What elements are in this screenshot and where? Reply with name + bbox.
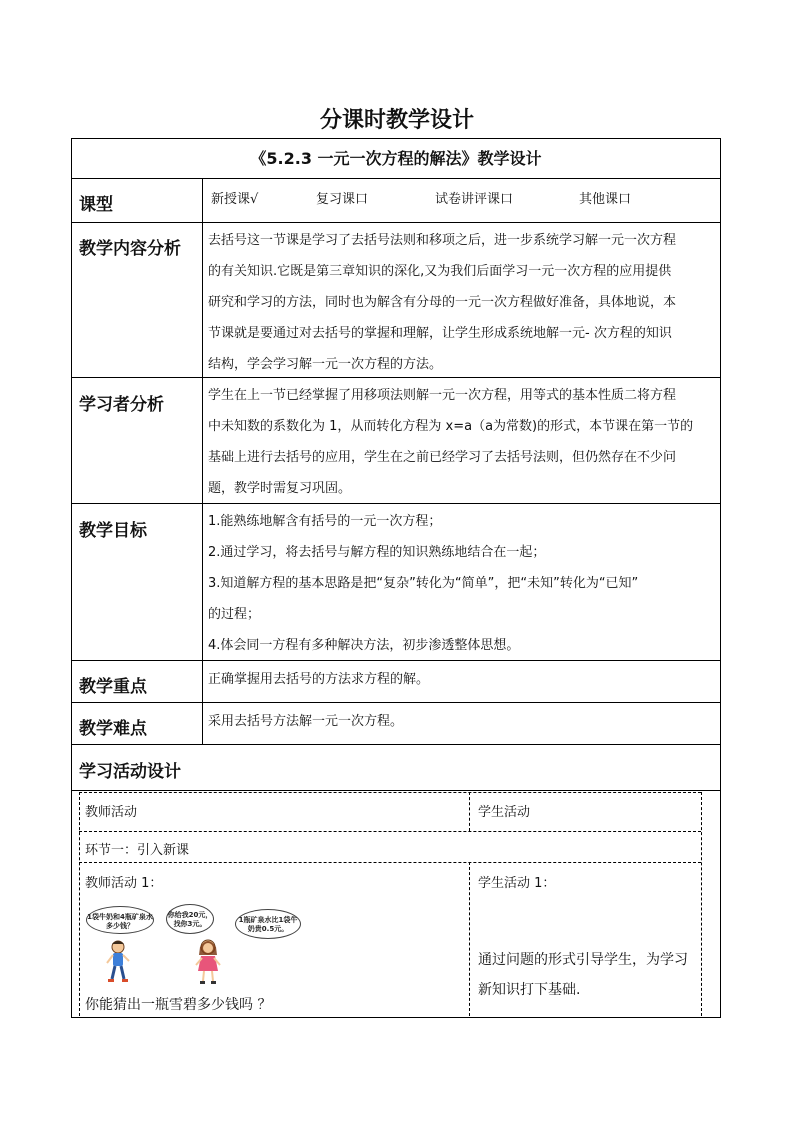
row-divider — [71, 790, 721, 791]
lesson-type-option: 新授课√ — [211, 192, 259, 207]
lesson-type-option: 其他课口 — [579, 192, 632, 207]
boy-figure — [107, 941, 129, 982]
row-divider — [71, 222, 721, 223]
text-line: 新知识打下基础. — [478, 982, 581, 998]
column-divider — [202, 178, 203, 744]
section-one-title: 环节一：引入新课 — [85, 843, 190, 858]
student-activity-1-text — [478, 945, 688, 1005]
row-divider — [71, 178, 721, 179]
lesson-type-option: 复习课口 — [316, 192, 369, 207]
inner-table-border — [701, 792, 702, 1016]
text-line: 研究和学习的方法，同时也为解含有分母的一元一次方程做好准备，具体地说，本 — [208, 295, 677, 310]
text-line: 结构，学会学习解一元一次方程的方法。 — [208, 357, 443, 372]
text-line: 4.体会同一方程有多种解决方法，初步渗透整体思想。 — [208, 638, 520, 653]
student-activity-1: 学生活动 1： — [478, 876, 556, 891]
row-divider — [71, 702, 721, 703]
inner-table-border — [469, 862, 470, 1016]
learner-analysis-label: 学习者分析 — [79, 395, 164, 415]
text-line: 学生在上一节已经掌握了用移项法则解一元一次方程，用等式的基本性质二将方程 — [208, 388, 677, 403]
student-activity-header: 学生活动 — [478, 805, 531, 820]
lesson-type-option: 试卷讲评课口 — [435, 192, 514, 207]
text-line: 的有关知识.它既是第三章知识的深化,又为我们后面学习一元一次方程的应用提供 — [208, 264, 672, 279]
learner-analysis-text — [208, 380, 716, 504]
text-line: 去括号这一节课是学习了去括号法则和移项之后，进一步系统学习解一元一次方程 — [208, 233, 677, 248]
inner-table-border — [469, 792, 470, 831]
speech-bubble: 1袋牛奶和4瓶矿泉水多少钱？ — [86, 906, 154, 934]
guess-question: 你能猜出一瓶雪碧多少钱吗 ？ — [85, 997, 272, 1013]
lesson-type-label: 课型 — [79, 195, 113, 215]
inner-table-border — [79, 862, 701, 863]
inner-table-border — [79, 792, 701, 793]
content-analysis-text — [208, 225, 716, 380]
speech-bubble: 1瓶矿泉水比1袋牛奶贵0.5元。 — [235, 909, 301, 939]
text-line: 2.通过学习，将去括号与解方程的知识熟练地结合在一起； — [208, 545, 546, 560]
inner-table-border — [79, 831, 701, 832]
text-line: 1.能熟练地解含有括号的一元一次方程； — [208, 514, 442, 529]
row-divider — [71, 744, 721, 745]
difficulties-label: 教学难点 — [79, 719, 147, 739]
text-line: 基础上进行去括号的应用，学生在之前已经学习了去括号法则，但仍然存在不少问 — [208, 450, 677, 465]
lesson-title: 《5.2.3 一元一次方程的解法》教学设计 — [250, 149, 542, 168]
speech-bubble: 你给我20元，找你3元。 — [166, 904, 214, 934]
text-line: 题，教学时需复习巩固。 — [208, 481, 352, 496]
document-title: 分课时教学设计 — [319, 108, 474, 133]
text-line: 3.知道解方程的基本思路是把“复杂”转化为“简单”，把“未知”转化为“已知” — [208, 576, 639, 591]
objectives-label: 教学目标 — [79, 521, 147, 541]
text-line: 中未知数的系数化为 1，从而转化方程为 x=a（a为常数)的形式，本节课在第一节的 — [208, 419, 694, 434]
content-analysis-label: 教学内容分析 — [79, 239, 181, 259]
teacher-activity-1: 教师活动 1： — [85, 876, 163, 891]
inner-table-border — [79, 792, 80, 1016]
teacher-activity-header: 教师活动 — [85, 805, 138, 820]
text-line: 节课就是要通过对去括号的掌握和理解，让学生形成系统地解一元- 次方程的知识 — [208, 326, 672, 341]
key-points-label: 教学重点 — [79, 677, 147, 697]
activity-design-label: 学习活动设计 — [79, 762, 181, 782]
difficulties-text: 采用去括号方法解一元一次方程。 — [208, 714, 404, 729]
girl-figure — [196, 940, 220, 984]
text-line: 通过问题的形式引导学生，为学习 — [478, 952, 688, 968]
objectives-text — [208, 506, 716, 661]
key-points-text: 正确掌握用去括号的方法求方程的解。 — [208, 672, 430, 687]
cartoon-characters — [100, 937, 230, 987]
text-line: 的过程； — [208, 607, 261, 622]
